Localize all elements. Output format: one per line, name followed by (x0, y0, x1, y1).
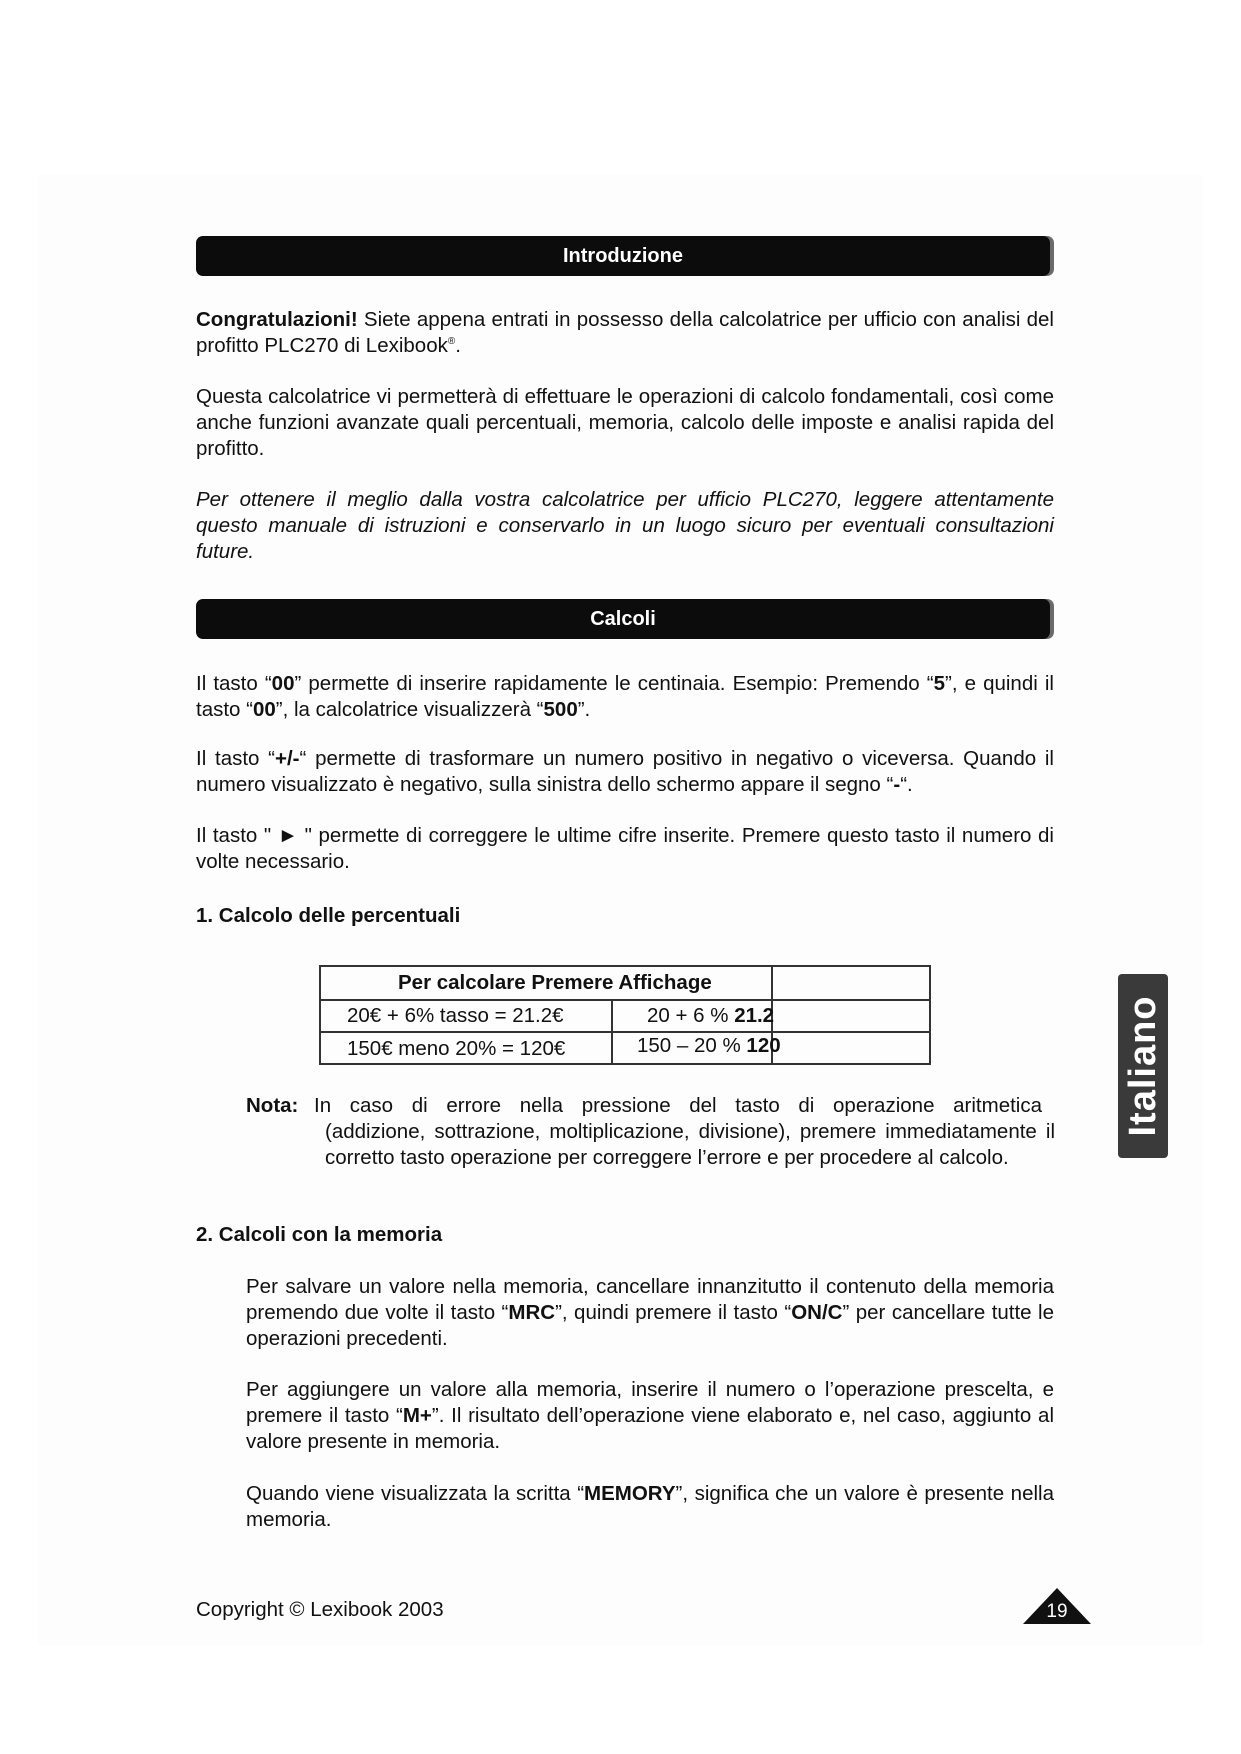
section-heading-memoria: 2. Calcoli con la memoria (196, 1223, 443, 1246)
memoria-paragraph-3: Quando viene visualizzata la scritta “MEMORY”, significa che un valore è presente nella memoria. (246, 1482, 1054, 1531)
page-number: 19 (1046, 1601, 1068, 1622)
calcoli-paragraph-2: Il tasto “+/-“ permette di trasformare un numero positivo in negativo o viceversa. Quando il numero visualizzato è negativo, sulla sinistra dello schermo appare il segno “-“. (196, 747, 1054, 796)
intro-paragraph-1: Congratulazioni! Siete appena entrati in possesso della calcolatrice per ufficio con analisi del profitto PLC270 di Lexibook®. (196, 308, 1054, 357)
calcoli-paragraph-1: Il tasto “00” permette di inserire rapidamente le centinaia. Esempio: Premendo “5”, e quindi il tasto “00”, la calcolatrice visualizzerà “500”. (196, 672, 1054, 721)
language-side-tab (1118, 974, 1168, 1158)
footer-copyright: Copyright © Lexibook 2003 (196, 1598, 444, 1621)
intro-paragraph-2: Questa calcolatrice vi permetterà di effettuare le operazioni di calcolo fondamentali, così come anche funzioni avanzate quali percentuali, memoria, calcolo delle imposte e analisi rapida del profitto. (196, 385, 1054, 460)
table-row1-keys: 20 + 6 % 21.2 (647, 1004, 775, 1027)
nota-label: Nota: (246, 1094, 299, 1117)
banner-title: Introduzione (563, 245, 683, 267)
table-row1-calc: 20€ + 6% tasso = 21.2€ (347, 1004, 564, 1027)
table-header: Per calcolare Premere Affichage (398, 971, 712, 994)
language-label: Italiano (1122, 995, 1164, 1137)
memoria-paragraph-2: Per aggiungere un valore alla memoria, inserire il numero o l’operazione prescelta, e premere il tasto “M+”. Il risultato dell’operazione viene elaborato e, nel caso, aggiunto al valore presente in memoria. (246, 1378, 1054, 1453)
percentage-table (319, 965, 931, 1065)
calcoli-paragraph-3: Il tasto " ► " permette di correggere le ultime cifre inserite. Premere questo tasto il numero di volte necessario. (196, 824, 1054, 873)
banner-title: Calcoli (590, 608, 656, 630)
table-row2-keys: 150 – 20 % 120 (637, 1034, 781, 1057)
banner-introduzione (196, 236, 1050, 276)
table-row2-calc: 150€ meno 20% = 120€ (347, 1037, 566, 1060)
section-heading-percentuali: 1. Calcolo delle percentuali (196, 904, 461, 927)
banner-calcoli (196, 599, 1050, 639)
nota-text: (addizione, sottrazione, moltiplicazione, divisione), premere immediatamente il corretto tasto operazione per correggere l’errore e per procedere al calcolo. (325, 1120, 1055, 1169)
nota-first-line: In caso di errore nella pressione del tasto di operazione aritmetica (314, 1094, 1042, 1117)
intro-paragraph-3: Per ottenere il meglio dalla vostra calcolatrice per ufficio PLC270, leggere attentamente questo manuale di istruzioni e conservarlo in un luogo sicuro per eventuali consultazioni future. (196, 488, 1054, 563)
memoria-paragraph-1: Per salvare un valore nella memoria, cancellare innanzitutto il contenuto della memoria premendo due volte il tasto “MRC”, quindi premere il tasto “ON/C” per cancellare tutte le operazioni precedenti. (246, 1275, 1054, 1350)
page-number-badge (1022, 1587, 1092, 1625)
